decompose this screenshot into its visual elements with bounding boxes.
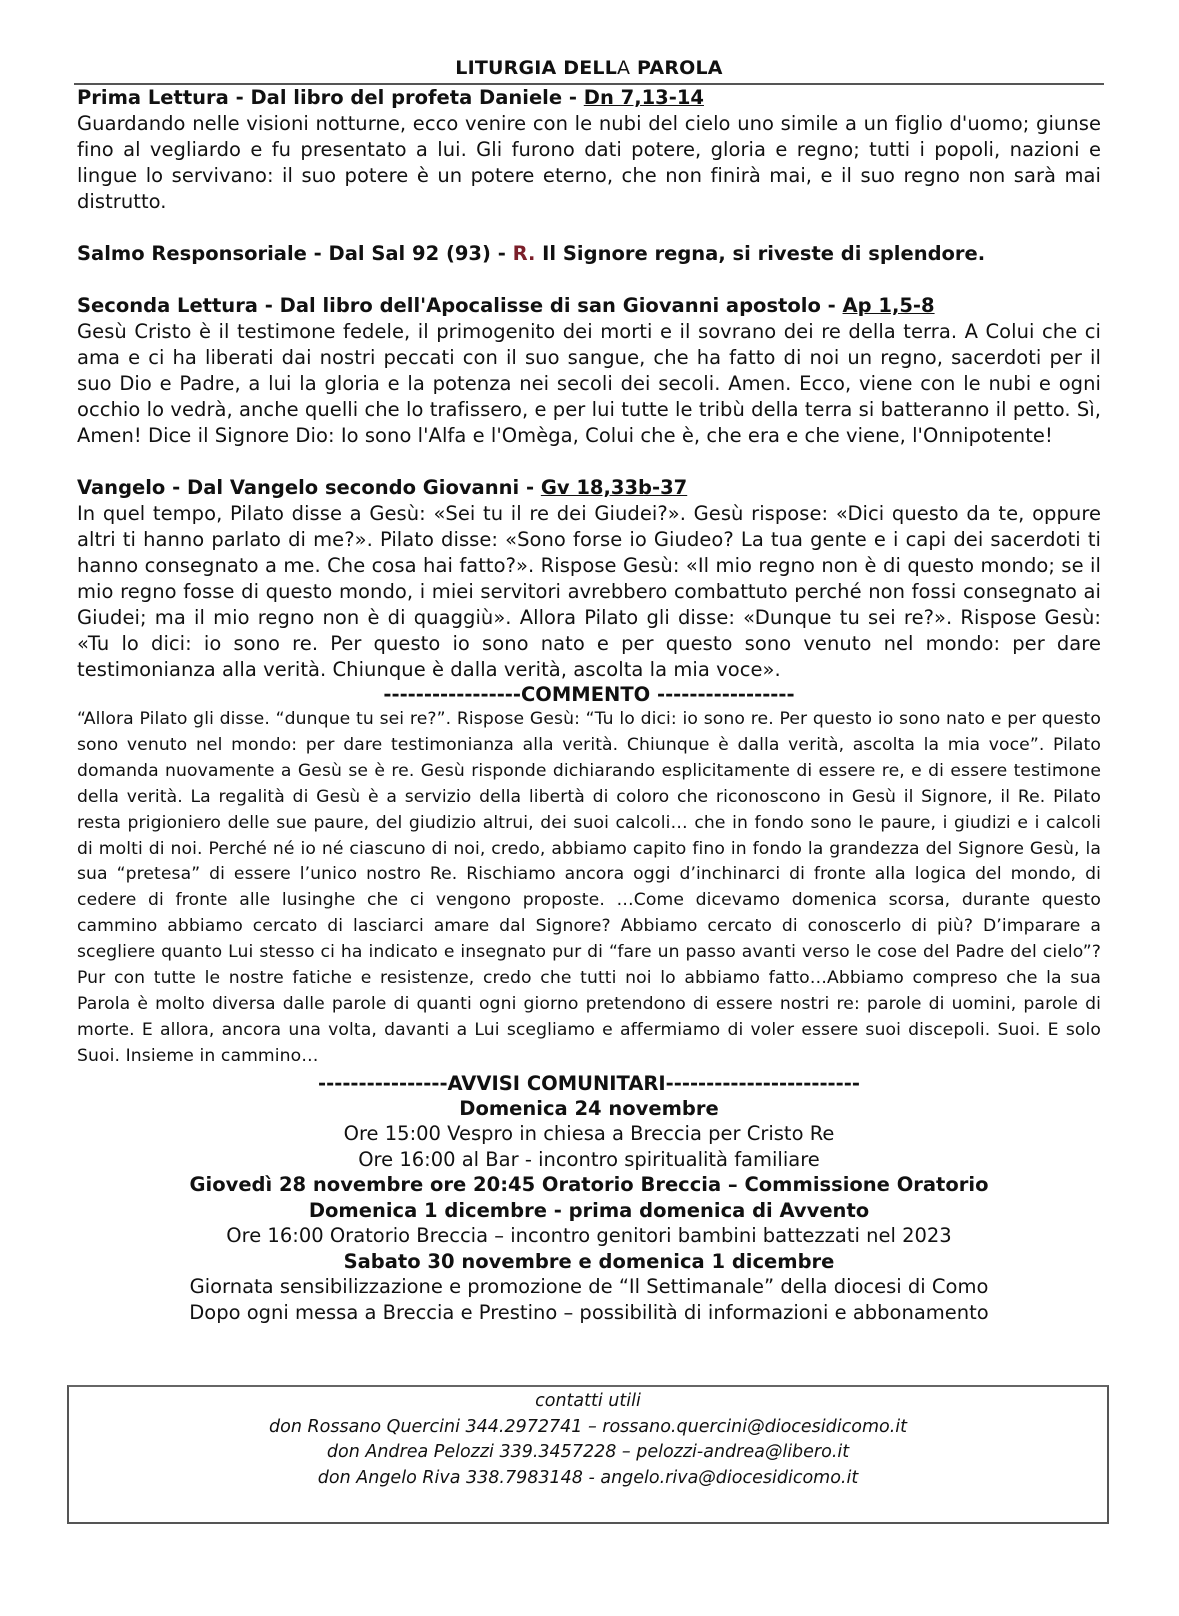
first-reading-reference: Dn 7,13-14 bbox=[583, 86, 704, 109]
second-reading-heading: Seconda Lettura - Dal libro dell'Apocalisse di san Giovanni apostolo - Ap 1,5-8 bbox=[77, 294, 935, 317]
second-reading-section bbox=[77, 293, 1101, 449]
contacts-box bbox=[67, 1385, 1109, 1524]
gospel-reference: Gv 18,33b-37 bbox=[540, 476, 688, 499]
notices-heading: ----------------AVVISI COMUNITARI------------------------ bbox=[318, 1071, 860, 1095]
notice-line: Ore 16:00 Oratorio Breccia – incontro genitori bambini battezzati nel 2023 bbox=[226, 1224, 952, 1248]
gospel-section bbox=[77, 475, 1101, 683]
notice-line: Dopo ogni messa a Breccia e Prestino – possibilità di informazioni e abbonamento bbox=[189, 1300, 989, 1324]
gospel-heading: Vangelo - Dal Vangelo secondo Giovanni - Gv 18,33b-37 bbox=[77, 476, 688, 499]
gospel-text: In quel tempo, Pilato disse a Gesù: «Sei tu il re dei Giudei?». Gesù rispose: «Dici questo da te, oppure altri ti hanno parlato di me?». Pilato disse: «Sono forse io Giudeo? La tua gente e i capi dei sacerdoti ti hanno consegnato a me. Che cosa hai fatto?». Rispose Gesù: «Il mio regno non è di questo mondo; se il mio regno fosse di questo mondo, i miei servitori avrebbero combattuto perché non fossi consegnato ai Giudei; ma il mio regno non è di quaggiù». Allora Pilato gli disse: «Dunque tu sei re?». Rispose Gesù: «Tu lo dici: io sono re. Per questo io sono nato e per questo sono venuto nel mondo: per dare testimonianza alla verità. Chiunque è dalla verità, ascolta la mia voce». bbox=[77, 502, 1101, 681]
contact-entry: don Rossano Quercini 344.2972741 – rossano.quercini@diocesidicomo.it bbox=[269, 1416, 907, 1437]
notices-section bbox=[77, 1072, 1101, 1326]
comment-text: “Allora Pilato gli disse. “dunque tu sei re?”. Rispose Gesù: “Tu lo dici: io sono re. Per questo io sono nato e per questo sono venuto nel mondo: per dare testimonianza alla verità. Chiunque è dalla verità, ascolta la mia voce”. Pilato domanda nuovamente a Gesù se è re. Gesù risponde dichiarando esplicitamente di essere re, e di essere testimone della verità. La regalità di Gesù è a servizio della libertà di coloro che riconoscono in Gesù il Signore, il Re. Pilato resta prigioniero delle sue paure, del giudizio altrui, dei suoi calcoli… che in fondo sono le paure, i giudizi e i calcoli di molti di noi. Perché né io né ciascuno di noi, credo, abbiamo capito fino in fondo la grandezza del Signore Gesù, la sua “pretesa” di essere l’unico nostro Re. Rischiamo ancora oggi d’inchinarci di fronte alla logica del mondo, di cedere di fronte alle lusinghe che ci vengono proposte. …Come dicevamo domenica scorsa, durante questo cammino abbiamo cercato di lasciarci amare dal Signore? Abbiamo cercato di conoscerlo di più? D’imparare a scegliere quanto Lui stesso ci ha indicato e insegnato pur di “fare un passo avanti verso le cose del Padre del cielo”? Pur con tutte le nostre fatiche e resistenze, credo che tutti noi lo abbiamo fatto…Abbiamo compreso che la sua Parola è molto diversa dalle parole di quanti ogni giorno pretendono di essere nostri re: parole di uomini, parole di morte. E allora, ancora una volta, davanti a Lui scegliamo e affermiamo di voler essere suoi discepoli. Suoi. E solo Suoi. Insieme in cammino… bbox=[77, 709, 1101, 1066]
psalm-response: Il Signore regna, si riveste di splendore. bbox=[535, 242, 986, 265]
notice-line: Ore 16:00 al Bar - incontro spiritualità familiare bbox=[358, 1147, 820, 1171]
spacer bbox=[77, 267, 1101, 293]
psalm-heading: Salmo Responsoriale - Dal Sal 92 (93) - R. Il Signore regna, si riveste di splendore. bbox=[77, 242, 986, 265]
liturgy-page bbox=[77, 56, 1101, 1325]
notice-line: Domenica 24 novembre bbox=[459, 1096, 719, 1120]
first-reading-heading: Prima Lettura - Dal libro del profeta Daniele - Dn 7,13-14 bbox=[77, 86, 704, 109]
notice-line: Domenica 1 dicembre - prima domenica di Avvento bbox=[308, 1198, 870, 1222]
spacer bbox=[77, 215, 1101, 241]
response-marker: R. bbox=[512, 242, 536, 265]
comment-heading: -----------------COMMENTO ----------------- bbox=[383, 683, 795, 706]
contact-entry: don Andrea Pelozzi 339.3457228 – pelozzi-andrea@libero.it bbox=[326, 1442, 850, 1462]
contacts-heading: contatti utili bbox=[535, 1391, 641, 1411]
notice-line: Sabato 30 novembre e domenica 1 dicembre bbox=[343, 1249, 835, 1273]
first-reading-text: Guardando nelle visioni notturne, ecco venire con le nubi del cielo uno simile a un figlio d'uomo; giunse fino al vegliardo e fu presentato a lui. Gli furono dati potere, gloria e regno; tutti i popoli, nazioni e lingue lo servivano: il suo potere è un potere eterno, che non finirà mai, e il suo regno non sarà mai distrutto. bbox=[77, 112, 1101, 213]
comment-section bbox=[77, 683, 1101, 1070]
page-title: LITURGIA DELLA PAROLA bbox=[455, 57, 723, 79]
second-reading-text: Gesù Cristo è il testimone fedele, il primogenito dei morti e il sovrano dei re della terra. A Colui che ci ama e ci ha liberati dai nostri peccati con il suo sangue, che ha fatto di noi un regno, sacerdoti per il suo Dio e Padre, a lui la gloria e la potenza nei secoli dei secoli. Amen. Ecco, viene con le nubi e ogni occhio lo vedrà, anche quelli che lo trafissero, e per lui tutte le tribù della terra si batteranno il petto. Sì, Amen! Dice il Signore Dio: Io sono l'Alfa e l'Omèga, Colui che è, che era e che viene, l'Onnipotente! bbox=[77, 320, 1101, 447]
notice-line: Ore 15:00 Vespro in chiesa a Breccia per Cristo Re bbox=[343, 1122, 835, 1146]
notice-line: Giornata sensibilizzazione e promozione de “Il Settimanale” della diocesi di Como bbox=[189, 1275, 989, 1299]
notice-line: Giovedì 28 novembre ore 20:45 Oratorio Breccia – Commissione Oratorio bbox=[189, 1173, 989, 1197]
spacer bbox=[77, 449, 1101, 475]
first-reading-section bbox=[77, 85, 1101, 215]
contact-entry: don Angelo Riva 338.7983148 - angelo.riva@diocesidicomo.it bbox=[317, 1467, 859, 1488]
psalm-section bbox=[77, 241, 1101, 267]
second-reading-reference: Ap 1,5-8 bbox=[842, 294, 935, 317]
